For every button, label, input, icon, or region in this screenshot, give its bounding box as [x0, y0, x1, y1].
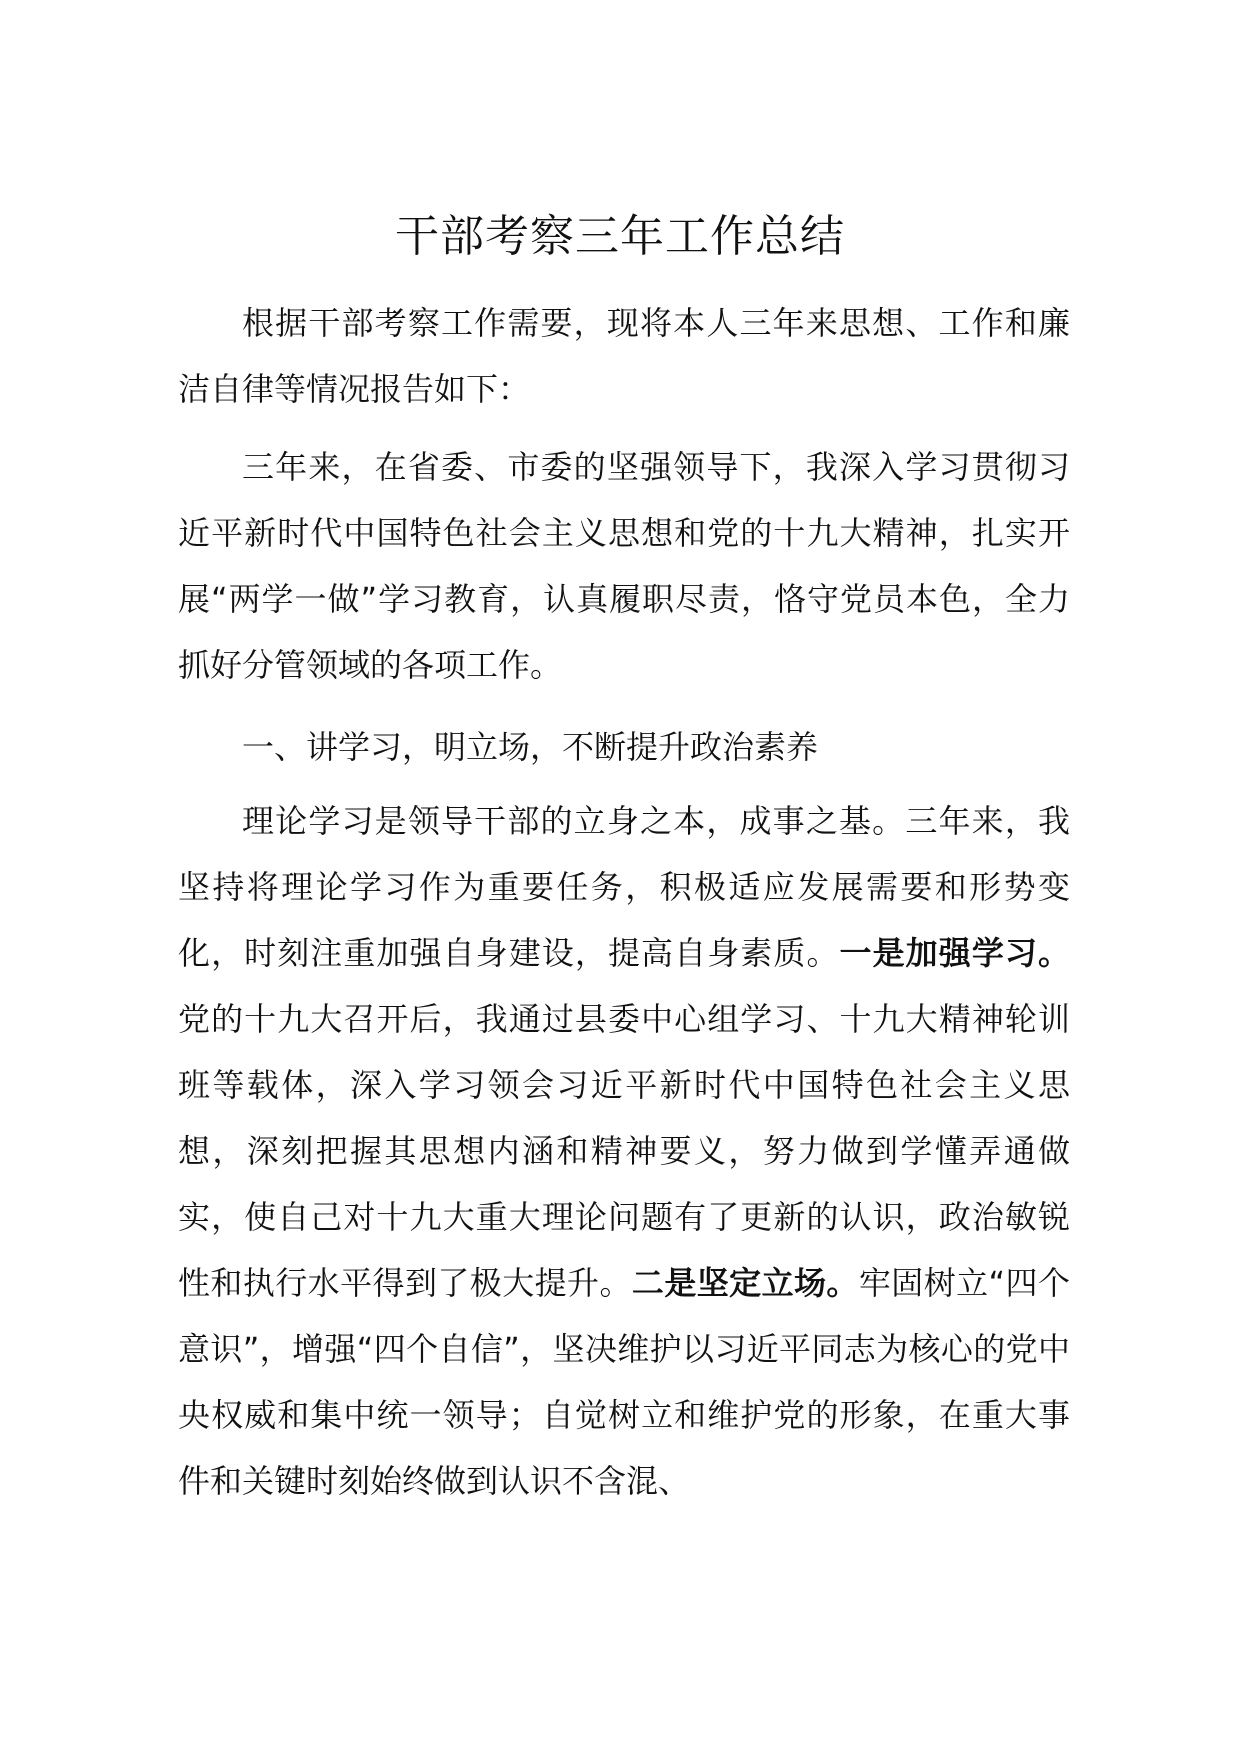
intro-paragraph: 根据干部考察工作需要，现将本人三年来思想、工作和廉洁自律等情况报告如下：	[178, 304, 1070, 408]
overview-paragraph: 三年来，在省委、市委的坚强领导下，我深入学习贯彻习近平新时代中国特色社会主义思想和党的十九大精神，扎实开展“两学一做”学习教育，认真履职尽责，恪守党员本色，全力抓好分管领域的各项工作。	[178, 448, 1070, 684]
document-title: 干部考察三年工作总结	[395, 211, 845, 262]
section-1-lead-text: 理论学习是领导干部的立身之本，成事之基。三年来，我坚持将理论学习作为重要任务，积极适应发展需要和形势变化，时刻注重加强自身建设，提高自身素质。	[178, 802, 1070, 972]
point-1-text: 党的十九大召开后，我通过县委中心组学习、十九大精神轮训班等载体，深入学习领会习近平新时代中国特色社会主义思想，深刻把握其思想内涵和精神要义，努力做到学懂弄通做实，使自己对十九大重大理论问题有了更新的认识，政治敏锐性和执行水平得到了极大提升。	[178, 1000, 1070, 1302]
point-2-text: 牢固树立“四个意识”，增强“四个自信”，坚决维护以习近平同志为核心的党中央权威和集中统一领导；自觉树立和维护党的形象，在重大事件和关键时刻始终做到认识不含混、	[178, 1264, 1070, 1500]
section-1-heading: 一、讲学习，明立场，不断提升政治素养	[242, 728, 819, 766]
section-1-paragraph	[178, 788, 1070, 1514]
point-2-label: 二是坚定立场。	[631, 1264, 859, 1302]
point-1-label: 一是加强学习。	[839, 934, 1070, 972]
